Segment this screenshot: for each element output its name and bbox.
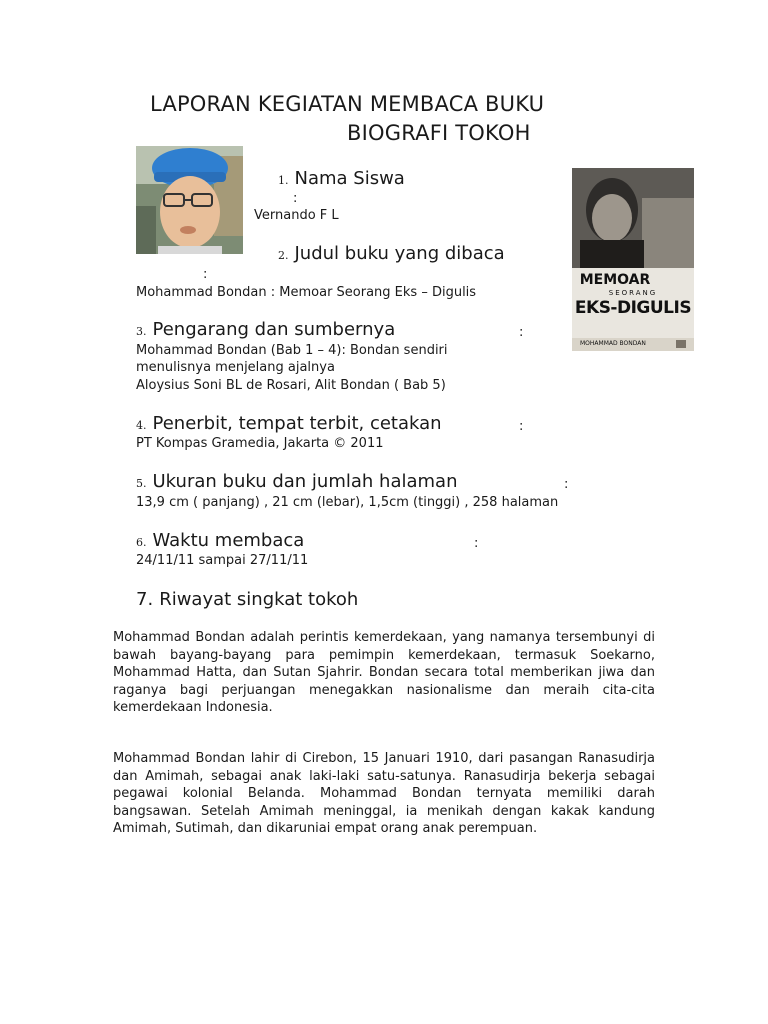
section-7-number: 7. [136,589,154,610]
section-5-colon: : [564,477,569,492]
section-2-heading [278,243,505,264]
section-3-value-line2: menulisnya menjelang ajalnya [136,360,335,375]
document-title-line1: LAPORAN KEGIATAN MEMBACA BUKU [150,92,545,116]
biography-paragraph-2: Mohammad Bondan lahir di Cirebon, 15 Januari 1910, dari pasangan Ranasudirja dan Amimah, sebagai anak laki-laki satu-satunya. Ranasudirja bekerja sebagai pegawai kolonial Belanda. Mohammad Bondan ternyata memiliki darah bangsawan. Setelah Amimah meninggal, ia menikah dengan kakak kandung Amimah, Sutimah, dan dikaruniai empat orang anak perempuan. [113,751,655,836]
section-2-number: 2. [278,249,289,262]
section-6-number: 6. [136,536,147,549]
section-5-value: 13,9 cm ( panjang) , 21 cm (lebar), 1,5cm (tinggi) , 258 halaman [136,495,559,510]
section-7-title: Riwayat singkat tokoh [159,589,359,610]
section-5-number: 5. [136,477,147,490]
section-6-heading [136,530,304,551]
section-3-value-line3: Aloysius Soni BL de Rosari, Alit Bondan ( Bab 5) [136,378,446,393]
section-3-number: 3. [136,325,147,338]
section-2-colon: : [203,267,208,282]
section-6-colon: : [474,536,479,551]
section-1-title: Nama Siswa [294,168,405,189]
book-cover-title-seorang: SEORANG [608,289,658,297]
section-4-colon: : [519,419,524,434]
section-4-value: PT Kompas Gramedia, Jakarta © 2011 [136,436,384,451]
section-3-value-line1: Mohammad Bondan (Bab 1 – 4): Bondan sendiri [136,343,448,358]
biography-paragraph-1: Mohammad Bondan adalah perintis kemerdekaan, yang namanya tersembunyi di bawah bayang-bayang para pemimpin kemerdekaan, termasuk Soekarno, Mohammad Hatta, dan Sutan Sjahrir. Bondan secara total memberikan jiwa dan raganya bagi perjuangan menegakkan nasionalisme dan meraih cita-cita kemerdekaan Indonesia. [113,630,655,715]
section-3-title: Pengarang dan sumbernya [152,319,396,340]
section-2-value: Mohammad Bondan : Memoar Seorang Eks – Digulis [136,285,477,300]
section-7-heading [136,589,358,610]
book-cover-author: MOHAMMAD BONDAN [580,340,646,347]
book-cover-title-eks-digulis: EKS-DIGULIS [574,298,692,318]
section-6-title: Waktu membaca [152,530,305,551]
section-2-title: Judul buku yang dibaca [294,243,505,264]
section-1-colon: : [293,191,298,206]
section-6-value: 24/11/11 sampai 27/11/11 [136,553,309,568]
section-4-title: Penerbit, tempat terbit, cetakan [152,413,442,434]
section-1-heading [278,168,405,189]
section-3-colon: : [519,325,524,340]
section-3-heading [136,319,395,340]
book-cover-image [572,168,694,351]
section-1-number: 1. [278,174,289,187]
book-cover-title-memoar: MEMOAR [579,272,651,288]
section-5-title: Ukuran buku dan jumlah halaman [152,471,458,492]
section-1-value: Vernando F L [254,208,339,223]
section-4-heading [136,413,442,434]
section-5-heading [136,471,457,492]
student-photo [136,146,243,254]
section-4-number: 4. [136,419,147,432]
document-title-line2: BIOGRAFI TOKOH [347,121,531,145]
